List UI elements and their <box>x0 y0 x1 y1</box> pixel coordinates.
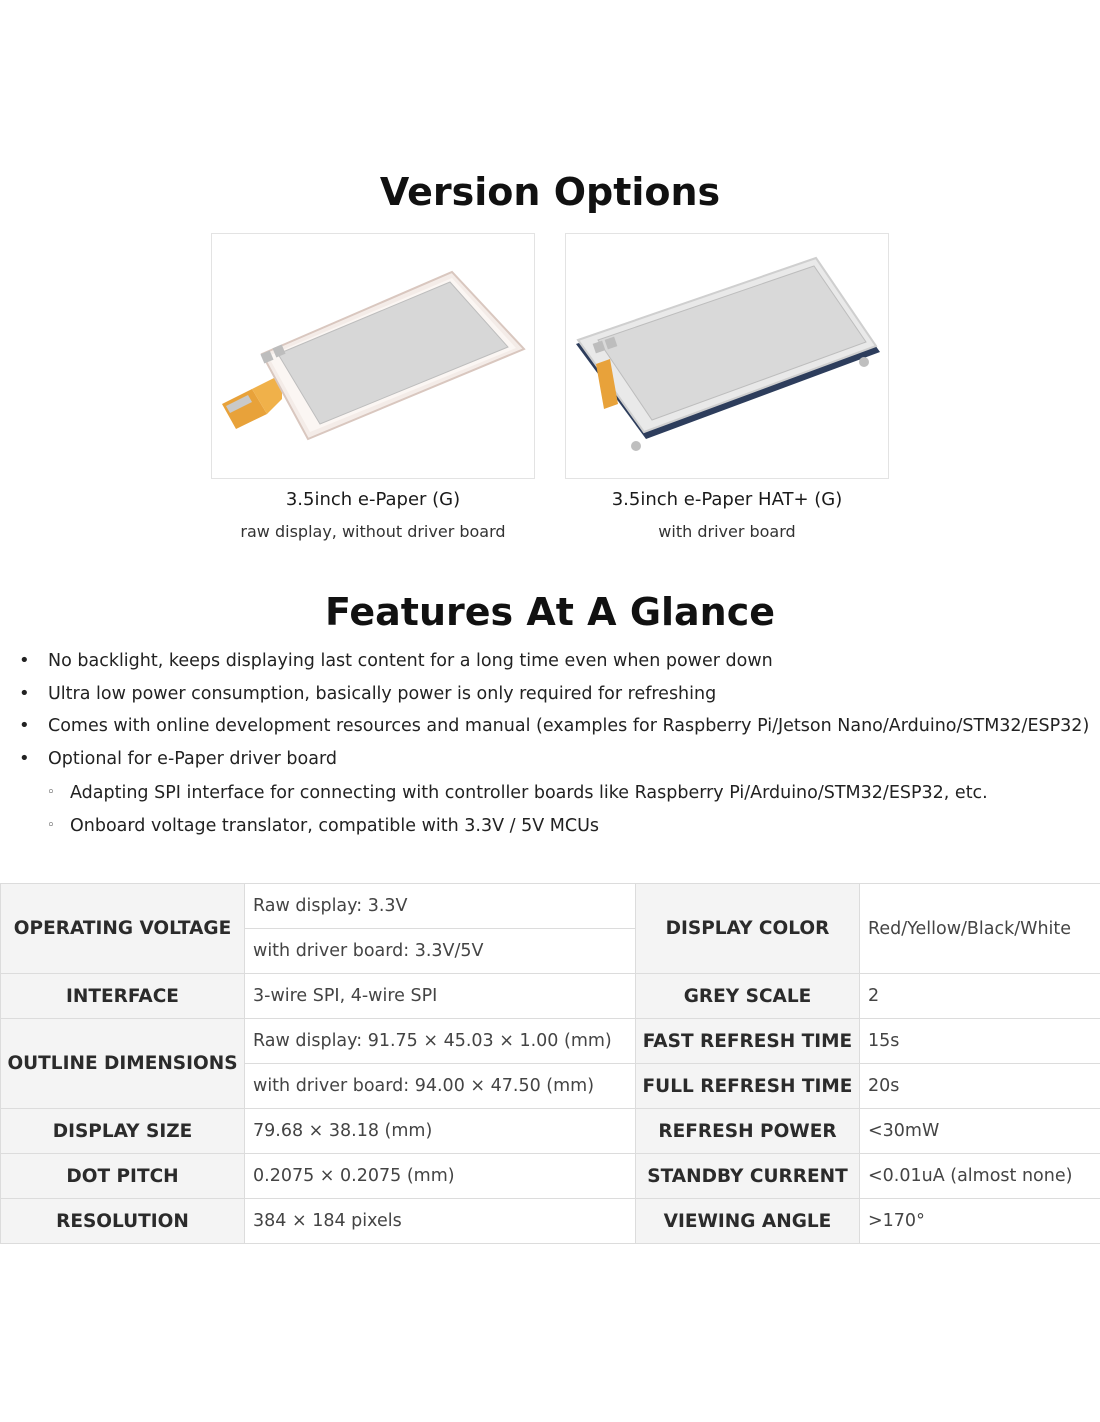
feature-list <box>0 648 1100 846</box>
spec-label-viewing-angle: VIEWING ANGLE <box>636 1199 860 1244</box>
bullet-icon: • <box>19 747 30 769</box>
sub-bullet-icon: ◦ <box>47 818 55 833</box>
spec-label-full-refresh: FULL REFRESH TIME <box>636 1064 860 1109</box>
spec-table <box>0 883 1100 1244</box>
spec-label-interface: INTERFACE <box>1 974 245 1019</box>
feature-text: Optional for e-Paper driver board <box>48 748 337 769</box>
spec-label-display-color: DISPLAY COLOR <box>636 884 860 974</box>
spec-value-voltage-driver: with driver board: 3.3V/5V <box>245 929 636 974</box>
list-item <box>0 713 1100 746</box>
feature-sub-text: Adapting SPI interface for connecting with controller boards like Raspberry Pi/Arduino/STM32/ESP32, etc. <box>70 783 988 803</box>
spec-value-refresh-power: <30mW <box>860 1109 1100 1154</box>
feature-text: Ultra low power consumption, basically power is only required for refreshing <box>48 683 717 704</box>
epaper-raw-illustration <box>212 234 534 478</box>
spec-value-standby-current: <0.01uA (almost none) <box>860 1154 1100 1199</box>
spec-value-grey-scale: 2 <box>860 974 1100 1019</box>
spec-label-display-size: DISPLAY SIZE <box>1 1109 245 1154</box>
feature-sub-text: Onboard voltage translator, compatible with 3.3V / 5V MCUs <box>70 816 600 836</box>
sub-list-item <box>0 813 1100 846</box>
bullet-icon: • <box>19 650 30 671</box>
spec-value-display-color: Red/Yellow/Black/White <box>860 884 1100 974</box>
spec-value-outline-driver: with driver board: 94.00 × 47.50 (mm) <box>245 1064 636 1109</box>
feature-text: Comes with online development resources and manual (examples for Raspberry Pi/Jetson Nano/Arduino/STM32/ESP32) <box>48 716 1090 736</box>
product-desc-raw: raw display, without driver board <box>240 522 506 541</box>
product-name-hat: 3.5inch e-Paper HAT+ (G) <box>611 489 843 510</box>
spec-label-grey-scale: GREY SCALE <box>636 974 860 1019</box>
list-item <box>0 746 1100 779</box>
sub-list-item <box>0 780 1100 813</box>
spec-value-voltage-raw: Raw display: 3.3V <box>245 884 636 929</box>
spec-label-resolution: RESOLUTION <box>1 1199 245 1244</box>
spec-value-interface: 3-wire SPI, 4-wire SPI <box>245 974 636 1019</box>
features-title: Features At A Glance <box>324 590 776 634</box>
sub-bullet-icon: ◦ <box>47 785 55 800</box>
spec-value-fast-refresh: 15s <box>860 1019 1100 1064</box>
table-row <box>1 1154 1100 1199</box>
product-image-hat-plus[interactable] <box>565 233 889 479</box>
spec-label-fast-refresh: FAST REFRESH TIME <box>636 1019 860 1064</box>
product-desc-hat: with driver board <box>658 522 796 541</box>
table-row <box>1 1199 1100 1244</box>
spec-label-refresh-power: REFRESH POWER <box>636 1109 860 1154</box>
spec-value-resolution: 384 × 184 pixels <box>245 1199 636 1244</box>
table-row <box>1 1019 1100 1064</box>
spec-value-outline-raw: Raw display: 91.75 × 45.03 × 1.00 (mm) <box>245 1019 636 1064</box>
spec-label-standby-current: STANDBY CURRENT <box>636 1154 860 1199</box>
spec-label-dot-pitch: DOT PITCH <box>1 1154 245 1199</box>
list-item <box>0 648 1100 681</box>
spec-value-dot-pitch: 0.2075 × 0.2075 (mm) <box>245 1154 636 1199</box>
bullet-icon: • <box>19 682 30 704</box>
list-item <box>0 681 1100 714</box>
feature-text: No backlight, keeps displaying last content for a long time even when power down <box>48 651 773 671</box>
version-options-title: Version Options <box>379 170 721 214</box>
bullet-icon: • <box>19 715 30 736</box>
table-row <box>1 974 1100 1019</box>
spec-label-outline-dimensions: OUTLINE DIMENSIONS <box>1 1019 245 1109</box>
product-image-raw-display[interactable] <box>211 233 535 479</box>
spec-value-display-size: 79.68 × 38.18 (mm) <box>245 1109 636 1154</box>
spec-value-viewing-angle: >170° <box>860 1199 1100 1244</box>
product-name-raw: 3.5inch e-Paper (G) <box>285 489 461 510</box>
spec-label-operating-voltage: OPERATING VOLTAGE <box>1 884 245 974</box>
table-row <box>1 1109 1100 1154</box>
table-row <box>1 884 1100 929</box>
epaper-hat-illustration <box>566 234 888 478</box>
spec-value-full-refresh: 20s <box>860 1064 1100 1109</box>
